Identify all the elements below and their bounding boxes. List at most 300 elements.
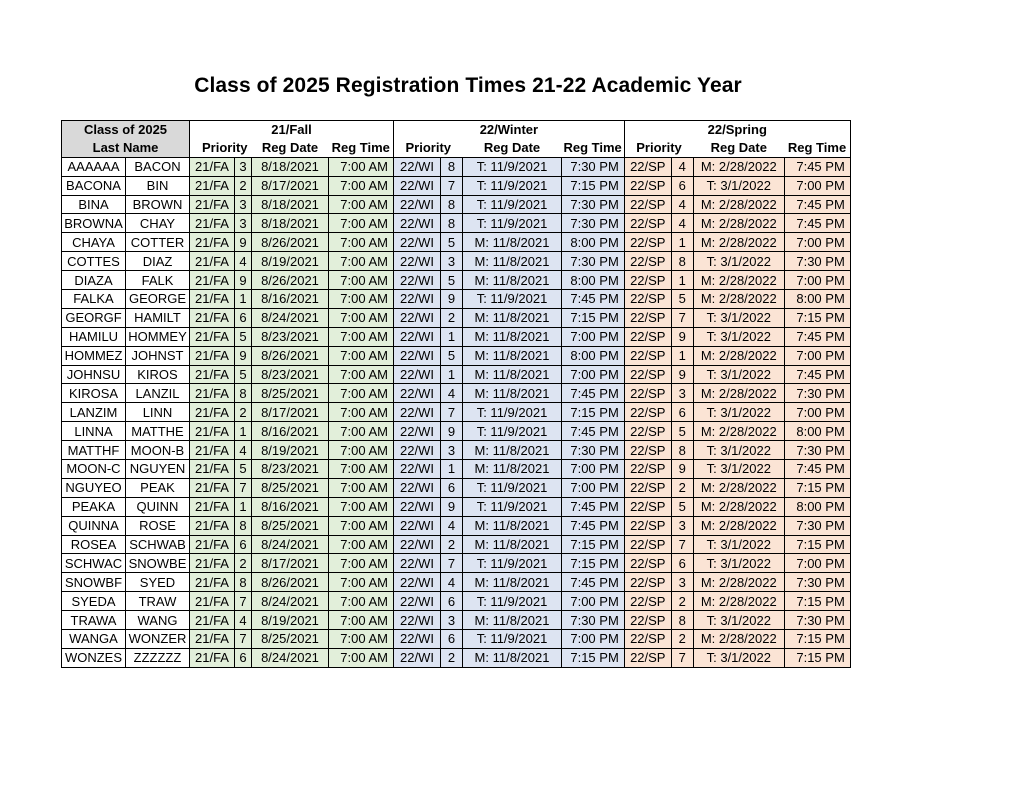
spring-reg-time-cell: 7:15 PM (784, 592, 850, 611)
range-start-cell: BROWNA (62, 214, 126, 233)
winter-reg-time-cell: 7:30 PM (562, 611, 625, 630)
table-row (62, 422, 851, 441)
range-end-cell: FALK (126, 271, 190, 290)
fall-priority-cell: 3 (235, 214, 252, 233)
fall-priority-cell: 6 (235, 308, 252, 327)
range-start-cell: COTTES (62, 252, 126, 271)
winter-reg-date-header: Reg Date (483, 140, 541, 156)
winter-reg-time-cell: 7:15 PM (562, 648, 625, 667)
fall-reg-time-cell: 7:00 AM (329, 346, 394, 365)
fall-priority-cell: 8 (235, 516, 252, 535)
winter-reg-time-cell: 7:45 PM (562, 516, 625, 535)
spring-term-cell: 22/SP (624, 611, 671, 630)
spring-reg-time-cell: 7:00 PM (784, 554, 850, 573)
range-start-cell: BACONA (62, 176, 126, 195)
winter-term-cell: 22/WI (394, 592, 441, 611)
range-end-cell: HAMILT (126, 308, 190, 327)
table-row (62, 648, 851, 667)
winter-term-cell: 22/WI (394, 233, 441, 252)
range-end-cell: LANZIL (126, 384, 190, 403)
fall-reg-date-cell: 8/24/2021 (252, 648, 329, 667)
fall-reg-time-cell: 7:00 AM (329, 214, 394, 233)
spring-reg-time-cell: 7:30 PM (784, 573, 850, 592)
winter-reg-date-cell: M: 11/8/2021 (463, 384, 562, 403)
table-row (62, 327, 851, 346)
winter-reg-date-cell: M: 11/8/2021 (463, 252, 562, 271)
winter-priority-cell: 6 (441, 630, 463, 649)
spring-reg-date-cell: T: 3/1/2022 (693, 611, 784, 630)
fall-term-cell: 21/FA (190, 327, 235, 346)
spring-priority-cell: 3 (671, 516, 693, 535)
spring-term-cell: 22/SP (624, 535, 671, 554)
spring-reg-time-cell: 7:00 PM (784, 346, 850, 365)
winter-term-cell: 22/WI (394, 554, 441, 573)
spring-priority-cell: 3 (671, 384, 693, 403)
range-end-cell: HOMMEY (126, 327, 190, 346)
range-start-cell: WANGA (62, 630, 126, 649)
range-end-cell: PEAK (126, 478, 190, 497)
winter-reg-date-cell: T: 11/9/2021 (463, 554, 562, 573)
range-end-cell: JOHNST (126, 346, 190, 365)
fall-priority-cell: 1 (235, 497, 252, 516)
range-end-cell: BACON (126, 157, 190, 176)
spring-reg-date-cell: M: 2/28/2022 (693, 384, 784, 403)
spring-reg-time-header: Reg Time (784, 139, 850, 157)
fall-term-cell: 21/FA (190, 630, 235, 649)
range-start-cell: SYEDA (62, 592, 126, 611)
winter-priority-cell: 2 (441, 535, 463, 554)
winter-reg-time-cell: 7:30 PM (562, 157, 625, 176)
spring-reg-date-cell: M: 2/28/2022 (693, 573, 784, 592)
winter-reg-time-cell: 8:00 PM (562, 233, 625, 252)
range-end-cell: NGUYEN (126, 460, 190, 479)
winter-priority-cell: 4 (441, 516, 463, 535)
fall-priority-cell: 3 (235, 195, 252, 214)
winter-reg-date-cell: M: 11/8/2021 (463, 611, 562, 630)
spring-term-cell: 22/SP (624, 554, 671, 573)
fall-priority-cell: 6 (235, 648, 252, 667)
range-end-cell: GEORGE (126, 290, 190, 309)
spring-priority-cell: 1 (671, 233, 693, 252)
winter-priority-cell: 1 (441, 460, 463, 479)
range-start-cell: PEAKA (62, 497, 126, 516)
spring-reg-time-cell: 8:00 PM (784, 290, 850, 309)
fall-term-cell: 21/FA (190, 308, 235, 327)
range-end-cell: MATTHE (126, 422, 190, 441)
spring-priority-cell: 5 (671, 497, 693, 516)
winter-term-cell: 22/WI (394, 384, 441, 403)
spring-reg-date-cell: T: 3/1/2022 (693, 176, 784, 195)
fall-reg-date-cell: 8/25/2021 (252, 516, 329, 535)
winter-priority-cell: 8 (441, 214, 463, 233)
fall-priority-cell: 6 (235, 535, 252, 554)
range-start-cell: MATTHF (62, 441, 126, 460)
table-row (62, 497, 851, 516)
spring-term-cell: 22/SP (624, 195, 671, 214)
spring-reg-date-cell: M: 2/28/2022 (693, 630, 784, 649)
spring-priority-cell: 7 (671, 648, 693, 667)
fall-reg-date-header: Reg Date (261, 140, 319, 156)
spring-reg-date-cell: T: 3/1/2022 (693, 441, 784, 460)
spring-reg-time-cell: 7:30 PM (784, 384, 850, 403)
spring-reg-time-cell: 7:30 PM (784, 252, 850, 271)
winter-reg-date-cell: T: 11/9/2021 (463, 195, 562, 214)
fall-reg-time-cell: 7:00 AM (329, 630, 394, 649)
range-start-cell: HAMILU (62, 327, 126, 346)
fall-priority-cell: 5 (235, 327, 252, 346)
range-end-cell: CHAY (126, 214, 190, 233)
winter-reg-date-cell: M: 11/8/2021 (463, 365, 562, 384)
winter-reg-time-cell: 7:15 PM (562, 403, 625, 422)
spring-reg-date-cell: M: 2/28/2022 (693, 290, 784, 309)
fall-reg-time-cell: 7:00 AM (329, 648, 394, 667)
winter-term-cell: 22/WI (394, 535, 441, 554)
spring-reg-time-cell: 8:00 PM (784, 422, 850, 441)
spring-reg-date-cell: M: 2/28/2022 (693, 478, 784, 497)
spring-term-cell: 22/SP (624, 233, 671, 252)
spring-reg-date-cell: M: 2/28/2022 (693, 346, 784, 365)
spring-priority-cell: 1 (671, 271, 693, 290)
range-end-cell: SNOWBE (126, 554, 190, 573)
table-row (62, 478, 851, 497)
fall-term-cell: 21/FA (190, 478, 235, 497)
spring-reg-date-cell: M: 2/28/2022 (693, 516, 784, 535)
winter-reg-date-cell: T: 11/9/2021 (463, 290, 562, 309)
winter-reg-time-cell: 7:15 PM (562, 308, 625, 327)
fall-term-cell: 21/FA (190, 516, 235, 535)
fall-reg-time-cell: 7:00 AM (329, 611, 394, 630)
fall-reg-time-cell: 7:00 AM (329, 497, 394, 516)
table-row (62, 403, 851, 422)
table-row (62, 346, 851, 365)
spring-term-cell: 22/SP (624, 327, 671, 346)
fall-reg-time-cell: 7:00 AM (329, 157, 394, 176)
winter-term-cell: 22/WI (394, 195, 441, 214)
winter-priority-cell: 8 (441, 195, 463, 214)
table-row (62, 365, 851, 384)
range-start-cell: KIROSA (62, 384, 126, 403)
winter-reg-time-cell: 7:30 PM (562, 195, 625, 214)
fall-term-cell: 21/FA (190, 497, 235, 516)
table-row (62, 630, 851, 649)
table-row (62, 384, 851, 403)
range-end-cell: BROWN (126, 195, 190, 214)
table-row (62, 516, 851, 535)
spring-term-cell: 22/SP (624, 176, 671, 195)
spring-priority-cell: 7 (671, 535, 693, 554)
winter-priority-cell: 6 (441, 478, 463, 497)
spring-priority-cell: 3 (671, 573, 693, 592)
winter-term-cell: 22/WI (394, 327, 441, 346)
winter-reg-time-cell: 7:00 PM (562, 460, 625, 479)
spring-reg-date-cell: M: 2/28/2022 (693, 422, 784, 441)
table-row (62, 176, 851, 195)
spring-reg-time-cell: 7:45 PM (784, 157, 850, 176)
fall-priority-cell: 8 (235, 384, 252, 403)
winter-reg-date-cell: M: 11/8/2021 (463, 271, 562, 290)
winter-reg-date-cell: M: 11/8/2021 (463, 535, 562, 554)
winter-priority-cell: 9 (441, 497, 463, 516)
fall-reg-time-cell: 7:00 AM (329, 176, 394, 195)
fall-term-cell: 21/FA (190, 233, 235, 252)
fall-priority-cell: 4 (235, 611, 252, 630)
winter-priority-cell: 1 (441, 365, 463, 384)
spring-reg-time-cell: 7:00 PM (784, 403, 850, 422)
fall-reg-time-cell: 7:00 AM (329, 516, 394, 535)
spring-reg-date-cell: T: 3/1/2022 (693, 308, 784, 327)
winter-reg-date-cell: M: 11/8/2021 (463, 308, 562, 327)
winter-priority-cell: 7 (441, 176, 463, 195)
range-start-cell: MOON-C (62, 460, 126, 479)
fall-priority-cell: 9 (235, 271, 252, 290)
winter-priority-cell: 6 (441, 592, 463, 611)
winter-term-cell: 22/WI (394, 630, 441, 649)
fall-reg-date-cell: 8/18/2021 (252, 195, 329, 214)
fall-reg-date-cell: 8/16/2021 (252, 422, 329, 441)
last-name-label: Last Name (62, 139, 190, 157)
fall-term-cell: 21/FA (190, 384, 235, 403)
range-start-cell: DIAZA (62, 271, 126, 290)
winter-term-cell: 22/WI (394, 271, 441, 290)
winter-term-cell: 22/WI (394, 403, 441, 422)
winter-reg-time-cell: 7:15 PM (562, 176, 625, 195)
spring-reg-date-cell: T: 3/1/2022 (693, 535, 784, 554)
winter-reg-time-cell: 7:45 PM (562, 290, 625, 309)
winter-reg-date-cell: T: 11/9/2021 (463, 630, 562, 649)
winter-term-cell: 22/WI (394, 516, 441, 535)
fall-term-cell: 21/FA (190, 176, 235, 195)
fall-term-cell: 21/FA (190, 648, 235, 667)
winter-reg-date-cell: T: 11/9/2021 (463, 497, 562, 516)
winter-priority-cell: 2 (441, 308, 463, 327)
table-row (62, 195, 851, 214)
fall-priority-cell: 2 (235, 176, 252, 195)
spring-priority-cell: 7 (671, 308, 693, 327)
range-start-cell: WONZES (62, 648, 126, 667)
spring-priority-cell: 2 (671, 592, 693, 611)
fall-term-cell: 21/FA (190, 460, 235, 479)
range-end-cell: WONZER (126, 630, 190, 649)
spring-priority-cell: 5 (671, 290, 693, 309)
winter-reg-date-cell: M: 11/8/2021 (463, 460, 562, 479)
fall-reg-time-cell: 7:00 AM (329, 327, 394, 346)
winter-reg-time-cell: 7:00 PM (562, 630, 625, 649)
spring-term-cell: 22/SP (624, 403, 671, 422)
spring-reg-date-cell: M: 2/28/2022 (693, 233, 784, 252)
fall-reg-date-cell: 8/25/2021 (252, 384, 329, 403)
range-end-cell: SYED (126, 573, 190, 592)
spring-term-cell: 22/SP (624, 384, 671, 403)
winter-priority-header: Priority (405, 140, 451, 156)
range-end-cell: COTTER (126, 233, 190, 252)
winter-reg-time-cell: 7:00 PM (562, 327, 625, 346)
winter-priority-cell: 9 (441, 422, 463, 441)
spring-reg-date-cell: M: 2/28/2022 (693, 214, 784, 233)
spring-reg-time-cell: 7:45 PM (784, 214, 850, 233)
spring-priority-cell: 1 (671, 346, 693, 365)
fall-reg-date-cell: 8/23/2021 (252, 365, 329, 384)
spring-reg-time-cell: 7:15 PM (784, 308, 850, 327)
spring-priority-cell: 8 (671, 611, 693, 630)
winter-reg-date-cell: T: 11/9/2021 (463, 422, 562, 441)
spring-reg-time-cell: 7:30 PM (784, 441, 850, 460)
range-end-cell: KIROS (126, 365, 190, 384)
class-label: Class of 2025 (62, 121, 190, 139)
table-row (62, 214, 851, 233)
range-start-cell: CHAYA (62, 233, 126, 252)
winter-reg-date-cell: M: 11/8/2021 (463, 327, 562, 346)
winter-reg-time-cell: 7:30 PM (562, 441, 625, 460)
range-end-cell: SCHWAB (126, 535, 190, 554)
fall-header: 21/Fall (190, 121, 394, 139)
fall-term-cell: 21/FA (190, 252, 235, 271)
fall-priority-cell: 4 (235, 441, 252, 460)
spring-priority-cell: 6 (671, 403, 693, 422)
winter-term-cell: 22/WI (394, 157, 441, 176)
spring-reg-time-cell: 7:45 PM (784, 365, 850, 384)
range-end-cell: ROSE (126, 516, 190, 535)
range-start-cell: BINA (62, 195, 126, 214)
spring-priority-cell: 6 (671, 176, 693, 195)
spring-term-cell: 22/SP (624, 516, 671, 535)
winter-term-cell: 22/WI (394, 573, 441, 592)
fall-priority-cell: 9 (235, 346, 252, 365)
spring-reg-date-cell: T: 3/1/2022 (693, 365, 784, 384)
fall-term-cell: 21/FA (190, 214, 235, 233)
table-row (62, 535, 851, 554)
fall-reg-time-cell: 7:00 AM (329, 290, 394, 309)
winter-term-cell: 22/WI (394, 346, 441, 365)
winter-priority-cell: 4 (441, 573, 463, 592)
spring-priority-cell: 8 (671, 441, 693, 460)
spring-priority-cell: 5 (671, 422, 693, 441)
spring-term-cell: 22/SP (624, 478, 671, 497)
winter-reg-time-cell: 8:00 PM (562, 346, 625, 365)
fall-reg-time-cell: 7:00 AM (329, 384, 394, 403)
winter-reg-date-cell: M: 11/8/2021 (463, 233, 562, 252)
spring-reg-time-cell: 7:00 PM (784, 233, 850, 252)
spring-reg-time-cell: 7:45 PM (784, 460, 850, 479)
spring-term-cell: 22/SP (624, 290, 671, 309)
spring-term-cell: 22/SP (624, 271, 671, 290)
spring-reg-date-cell: M: 2/28/2022 (693, 157, 784, 176)
spring-term-cell: 22/SP (624, 441, 671, 460)
fall-term-cell: 21/FA (190, 365, 235, 384)
fall-priority-cell: 3 (235, 157, 252, 176)
fall-term-cell: 21/FA (190, 422, 235, 441)
fall-priority-cell: 9 (235, 233, 252, 252)
spring-term-cell: 22/SP (624, 157, 671, 176)
winter-term-cell: 22/WI (394, 176, 441, 195)
winter-priority-cell: 5 (441, 233, 463, 252)
winter-priority-cell: 3 (441, 441, 463, 460)
fall-priority-cell: 7 (235, 478, 252, 497)
spring-reg-time-cell: 7:15 PM (784, 535, 850, 554)
fall-reg-time-cell: 7:00 AM (329, 592, 394, 611)
fall-priority-cell: 7 (235, 630, 252, 649)
spring-term-cell: 22/SP (624, 497, 671, 516)
spring-term-cell: 22/SP (624, 365, 671, 384)
spring-reg-date-cell: T: 3/1/2022 (693, 252, 784, 271)
spring-term-cell: 22/SP (624, 422, 671, 441)
fall-priority-header: Priority (201, 140, 248, 156)
winter-priority-cell: 4 (441, 384, 463, 403)
fall-reg-time-cell: 7:00 AM (329, 195, 394, 214)
spring-reg-time-cell: 7:30 PM (784, 611, 850, 630)
fall-term-cell: 21/FA (190, 346, 235, 365)
winter-reg-date-cell: M: 11/8/2021 (463, 346, 562, 365)
fall-reg-date-cell: 8/18/2021 (252, 157, 329, 176)
spring-priority-cell: 9 (671, 460, 693, 479)
winter-priority-cell: 7 (441, 554, 463, 573)
winter-priority-cell: 3 (441, 252, 463, 271)
header-row-groups (62, 121, 851, 139)
spring-header: 22/Spring (624, 121, 850, 139)
winter-term-cell: 22/WI (394, 611, 441, 630)
winter-priority-cell: 3 (441, 611, 463, 630)
fall-term-cell: 21/FA (190, 290, 235, 309)
spring-priority-cell: 4 (671, 195, 693, 214)
fall-reg-time-cell: 7:00 AM (329, 403, 394, 422)
table-row (62, 554, 851, 573)
fall-reg-time-cell: 7:00 AM (329, 271, 394, 290)
winter-priority-cell: 7 (441, 403, 463, 422)
winter-term-cell: 22/WI (394, 441, 441, 460)
winter-term-cell: 22/WI (394, 422, 441, 441)
spring-reg-date-cell: T: 3/1/2022 (693, 648, 784, 667)
winter-term-cell: 22/WI (394, 308, 441, 327)
winter-reg-time-cell: 7:00 PM (562, 592, 625, 611)
winter-priority-cell: 5 (441, 271, 463, 290)
winter-reg-date-cell: M: 11/8/2021 (463, 648, 562, 667)
fall-reg-time-cell: 7:00 AM (329, 460, 394, 479)
range-start-cell: SNOWBF (62, 573, 126, 592)
spring-reg-date-cell: M: 2/28/2022 (693, 271, 784, 290)
fall-priority-cell: 5 (235, 365, 252, 384)
range-start-cell: JOHNSU (62, 365, 126, 384)
winter-term-cell: 22/WI (394, 290, 441, 309)
spring-reg-date-cell: T: 3/1/2022 (693, 460, 784, 479)
range-start-cell: ROSEA (62, 535, 126, 554)
range-end-cell: LINN (126, 403, 190, 422)
fall-reg-time-cell: 7:00 AM (329, 441, 394, 460)
fall-priority-cell: 8 (235, 573, 252, 592)
winter-term-cell: 22/WI (394, 365, 441, 384)
fall-reg-date-cell: 8/16/2021 (252, 497, 329, 516)
fall-reg-time-cell: 7:00 AM (329, 233, 394, 252)
winter-reg-time-cell: 7:45 PM (562, 573, 625, 592)
fall-reg-time-cell: 7:00 AM (329, 365, 394, 384)
spring-reg-time-cell: 7:30 PM (784, 516, 850, 535)
range-end-cell: TRAW (126, 592, 190, 611)
fall-reg-date-cell: 8/26/2021 (252, 271, 329, 290)
fall-reg-date-cell: 8/25/2021 (252, 478, 329, 497)
table-row (62, 252, 851, 271)
range-start-cell: NGUYEO (62, 478, 126, 497)
fall-priority-cell: 1 (235, 422, 252, 441)
winter-reg-date-cell: M: 11/8/2021 (463, 441, 562, 460)
fall-priority-cell: 2 (235, 554, 252, 573)
range-start-cell: FALKA (62, 290, 126, 309)
spring-reg-time-cell: 7:15 PM (784, 648, 850, 667)
spring-reg-date-cell: T: 3/1/2022 (693, 327, 784, 346)
fall-reg-date-cell: 8/24/2021 (252, 535, 329, 554)
spring-priority-cell: 2 (671, 478, 693, 497)
fall-reg-date-cell: 8/17/2021 (252, 554, 329, 573)
fall-reg-date-cell: 8/23/2021 (252, 327, 329, 346)
table-row (62, 290, 851, 309)
registration-table (61, 120, 851, 668)
